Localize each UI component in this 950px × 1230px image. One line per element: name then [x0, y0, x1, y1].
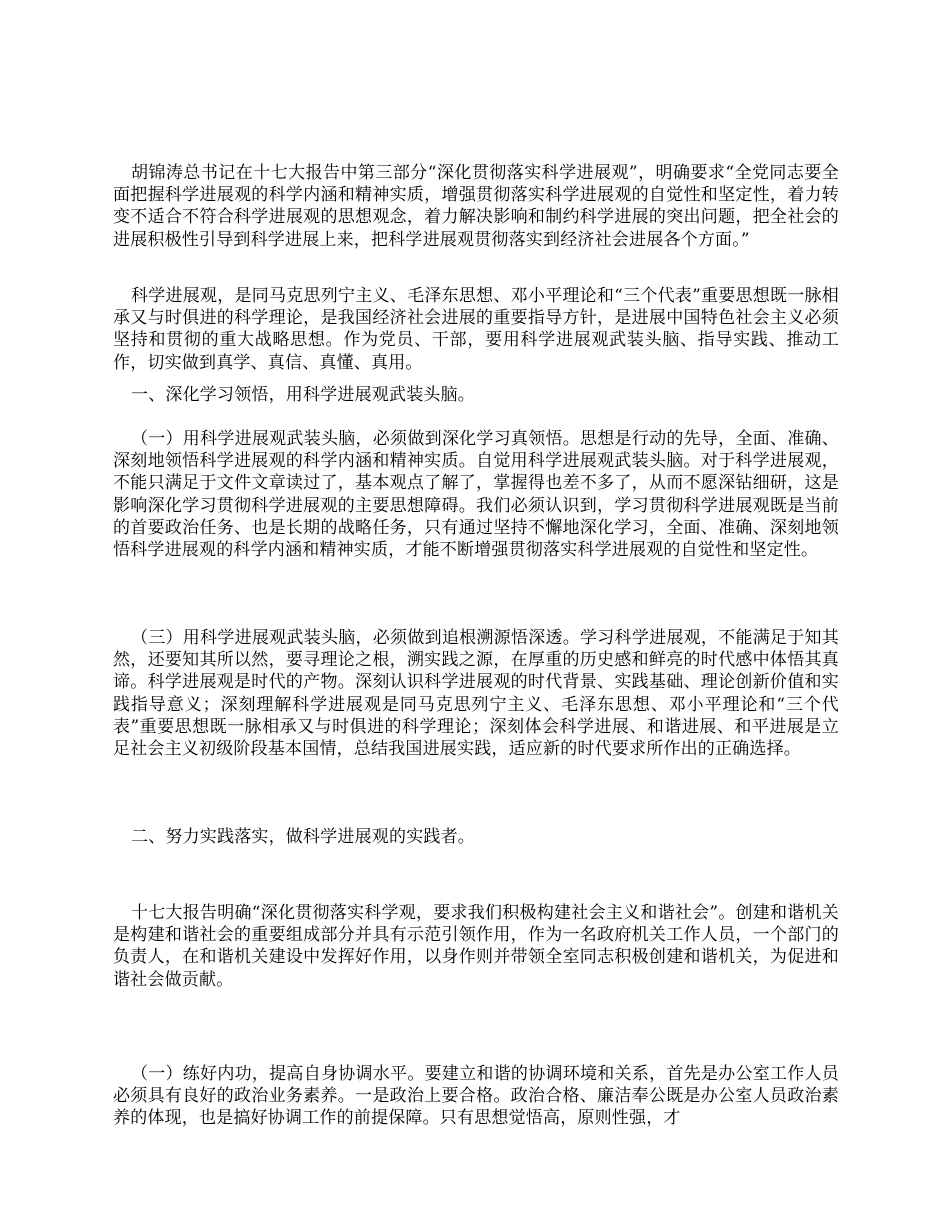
paragraph-harmonious-organ: 十七大报告明确“深化贯彻落实科学观，要求我们积极构建社会主义和谐社会”。创建和谐机关是构建和谐社会的重要组成部分并具有示范引领作用，作为一名政府机关工作人员，一个部门的负责人，在和谐机关建设中发挥好作用，以身作则并带领全室同志积极创建和谐机关，为促进和谐社会做贡献。 [113, 903, 839, 990]
paragraph-subsection-three: （三）用科学进展观武装头脑，必须做到追根溯源悟深透。学习科学进展观，不能满足于知其然，还要知其所以然，要寻理论之根，溯实践之源，在厚重的历史感和鲜亮的时代感中体悟其真谛。科学进展观是时代的产物。深刻认识科学进展观的时代背景、实践基础、理论创新价值和实践指导意义；深刻理解科学进展观是同马克思列宁主义、毛泽东思想、邓小平理论和“三个代表”重要思想既一脉相承又与时俱进的科学理论；深刻体会科学进展、和谐进展、和平进展是立足社会主义初级阶段基本国情，总结我国进展实践，适应新的时代要求所作出的正确选择。 [113, 628, 839, 760]
section-heading-two: 二、努力实践落实，做科学进展观的实践者。 [131, 827, 475, 847]
paragraph-intro-quote: 胡锦涛总书记在十七大报告中第三部分“深化贯彻落实科学进展观”，明确要求“全党同志要全面把握科学进展观的科学内涵和精神实质，增强贯彻落实科学进展观的自觉性和坚定性，着力转变不适合不符合科学进展观的思想观念，着力解决影响和制约科学进展的突出问题，把全社会的进展积极性引导到科学进展上来，把科学进展观贯彻落实到经济社会进展各个方面。” [113, 163, 839, 250]
paragraph-scientific-outlook: 科学进展观，是同马克思列宁主义、毛泽东思想、邓小平理论和“三个代表”重要思想既一脉相承又与时俱进的科学理论，是我国经济社会进展的重要指导方针，是进展中国特色社会主义必须坚持和贯彻的重大战略思想。作为党员、干部，要用科学进展观武装头脑、指导实践、推动工作，切实做到真学、真信、真懂、真用。 [113, 286, 839, 373]
paragraph-internal-skills: （一）练好内功，提高自身协调水平。要建立和谐的协调环境和关系，首先是办公室工作人员必须具有良好的政治业务素养。一是政治上要合格。政治合格、廉洁奉公既是办公室人员政治素养的体现，也是搞好协调工作的前提保障。只有思想觉悟高，原则性强，才 [113, 1064, 839, 1129]
paragraph-subsection-one: （一）用科学进展观武装头脑，必须做到深化学习真领悟。思想是行动的先导，全面、准确、深刻地领悟科学进展观的科学内涵和精神实质。自觉用科学进展观武装头脑。对于科学进展观，不能只满足于文件文章读过了，基本观点了解了，掌握得也差不多了，从而不愿深钻细研，这是影响深化学习贯彻科学进展观的主要思想障碍。我们必须认识到，学习贯彻科学进展观既是当前的首要政治任务、也是长期的战略任务，只有通过坚持不懈地深化学习，全面、准确、深刻地领悟科学进展观的科学内涵和精神实质，才能不断增强贯彻落实科学进展观的自觉性和坚定性。 [113, 429, 839, 561]
section-heading-one: 一、深化学习领悟，用科学进展观武装头脑。 [131, 385, 475, 405]
